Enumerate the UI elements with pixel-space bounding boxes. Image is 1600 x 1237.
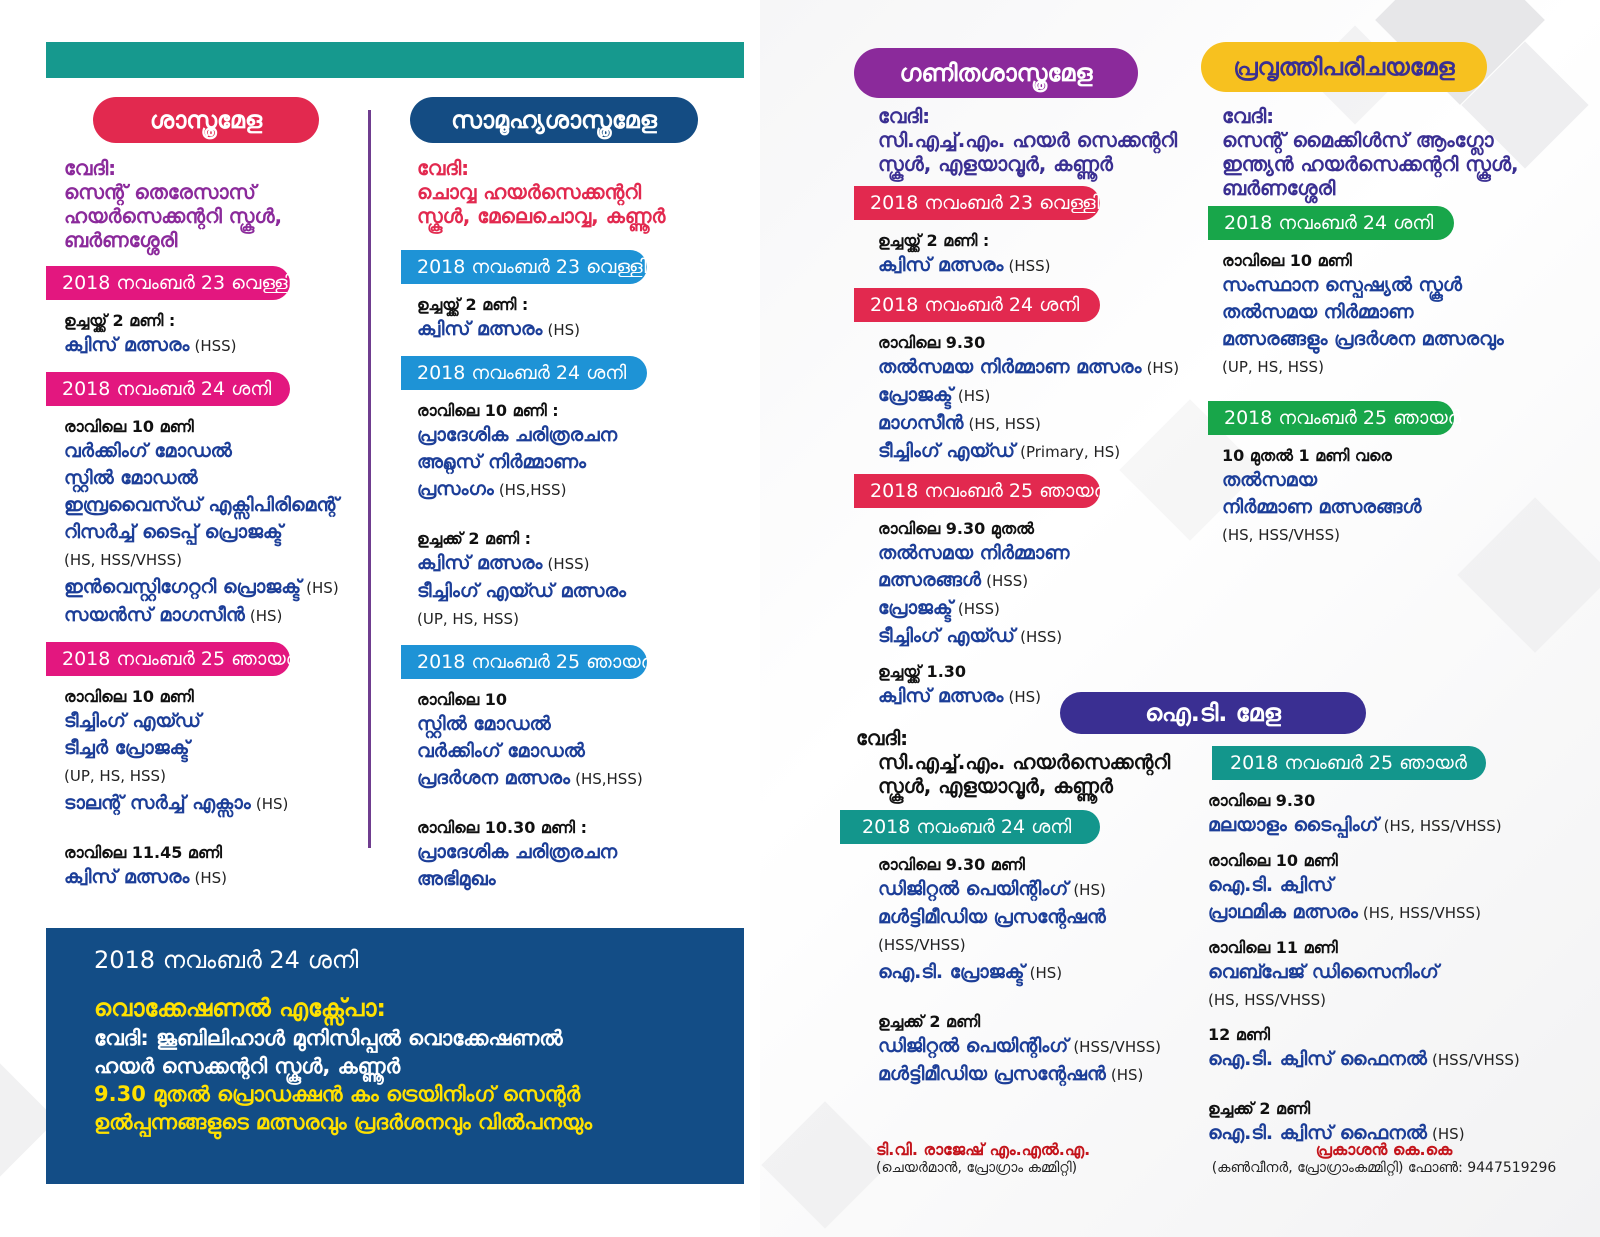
event-level-note: (HS): [255, 795, 289, 813]
event-name: മത്സരങ്ങൾ: [878, 569, 981, 591]
level-row: [64, 546, 364, 574]
event-level-note: (HSS): [986, 572, 1029, 590]
event-row: [1222, 326, 1582, 353]
event-row: [64, 465, 364, 492]
event-level-note: (HSS): [194, 337, 237, 355]
venue-line: സി.എച്ച്.എം. ഹയർസെക്കന്ററി: [878, 750, 1171, 774]
event-level-note: (HS,HSS): [575, 770, 643, 788]
event-row: [417, 839, 747, 866]
event-name: ക്വിസ് മത്സരം: [64, 866, 190, 888]
event-name: പ്രാദേശിക ചരിത്രരചന: [417, 841, 618, 863]
vocational-date: 2018 നവംബർ 24 ശനി: [94, 946, 359, 974]
event-level-note: (HS,HSS): [498, 481, 567, 499]
event-row: [878, 252, 1208, 280]
event-level-note: (HS): [249, 607, 283, 625]
event-level-note: (HS): [194, 869, 227, 887]
event-row: [878, 567, 1208, 595]
event-name: ടീച്ചിംഗ് എയ്ഡ്: [64, 710, 202, 732]
event-row: [417, 578, 747, 605]
venue-label: വേദി:: [878, 104, 931, 128]
event-level-note: (HSS): [1020, 628, 1063, 646]
day-band: 2018 നവംബർ 24 ശനി: [1208, 206, 1454, 240]
level-row: [878, 931, 1206, 959]
event-name: പ്രാദേശിക ചരിത്രരചന: [417, 424, 618, 446]
level-label: (UP, HS, HSS): [64, 767, 166, 785]
event-name: അറ്റ്ലസ് നിർമ്മാണം: [417, 451, 587, 473]
event-row: [878, 1061, 1206, 1089]
venue-line: ബർണശ്ശേരി: [64, 228, 178, 252]
event-name: തൽസമയ: [1222, 469, 1318, 491]
event-name: തൽസമയ നിർമ്മാണ: [1222, 301, 1414, 323]
venue-label: വേദി:: [856, 726, 909, 750]
day-band: 2018 നവംബർ 23 വെള്ളി: [46, 266, 290, 300]
sasthramela-title: ശാസ്ത്രമേള: [93, 97, 319, 143]
day-band: 2018 നവംബർ 24 ശനി: [854, 288, 1100, 322]
event-row: [878, 904, 1206, 931]
event-name: സ്റ്റിൽ മോഡൽ: [64, 467, 198, 489]
event-row: [1208, 959, 1588, 986]
venue-label: വേദി:: [417, 156, 470, 180]
event-row: [64, 332, 364, 360]
level-label: (HSS/VHSS): [878, 936, 966, 954]
event-row: [64, 790, 364, 818]
event-name: ഐ.ടി. ക്വിസ് ഫൈനൽ: [1208, 1122, 1427, 1144]
time-label: 10 മുതൽ 1 മണി വരെ: [1222, 446, 1392, 465]
event-row: [878, 876, 1206, 904]
event-level-note: (HSS/VHSS): [1073, 1038, 1161, 1056]
event-row: [417, 711, 747, 738]
event-row: [64, 708, 364, 735]
it-mela-right-section: [1208, 746, 1588, 1148]
day-band: 2018 നവംബർ 24 ശനി: [401, 356, 647, 390]
vocational-venue-line2: ഹയർ സെക്കന്ററി സ്കൂൾ, കണ്ണൂർ: [94, 1054, 401, 1078]
time-label: ഉച്ചയ്ക്ക് 2 മണി :: [64, 311, 176, 330]
time-label: ഉച്ചക്ക് 2 മണി: [878, 1012, 981, 1031]
event-name: പ്രോജക്ട്: [878, 384, 953, 406]
event-row: [64, 492, 364, 519]
samoohya-section: [417, 156, 747, 893]
event-name: ഡിജിറ്റൽ പെയിന്റിംഗ്: [878, 878, 1069, 900]
event-name: ടീച്ചിംഗ് എയ്ഡ്: [878, 440, 1016, 462]
day-band: 2018 നവംബർ 23 വെള്ളി: [854, 186, 1100, 220]
event-name: ക്വിസ് മത്സരം: [417, 318, 543, 340]
event-level-note: (HS): [1008, 688, 1041, 706]
time-label: രാവിലെ 10 മണി: [64, 417, 194, 436]
event-row: [878, 959, 1206, 987]
day-band: 2018 നവംബർ 25 ഞായർ: [1208, 401, 1454, 435]
event-name: വർക്കിംഗ് മോഡൽ: [64, 440, 232, 462]
level-row: [1222, 521, 1582, 549]
event-level-note: (HS, HSS/VHSS): [1383, 817, 1502, 835]
event-name: വർക്കിംഗ് മോഡൽ: [417, 740, 585, 762]
event-level-note: (HS): [1432, 1125, 1465, 1143]
vocational-title: വൊക്കേഷണൽ എക്സ്പോ:: [94, 994, 386, 1022]
pravruthi-section: [1222, 104, 1582, 549]
decor-diamond: [761, 1101, 888, 1228]
day-band: 2018 നവംബർ 25 ഞായർ: [46, 642, 290, 676]
event-name: ക്വിസ് മത്സരം: [417, 552, 543, 574]
spacer: [417, 793, 747, 807]
it-mela-title: ഐ.ടി. മേള: [1060, 692, 1366, 734]
day-band: 2018 നവംബർ 25 ഞായർ: [1212, 746, 1486, 780]
event-row: [878, 1033, 1206, 1061]
event-name: ഐ.ടി. ക്വിസ് ഫൈനൽ: [1208, 1048, 1427, 1070]
event-row: [878, 438, 1208, 466]
level-label: (HS, HSS/VHSS): [1222, 526, 1341, 544]
time-label: രാവിലെ 10 മണി :: [417, 401, 559, 420]
event-level-note: (HSS/VHSS): [1432, 1051, 1520, 1069]
venue-line: സ്കൂൾ, മേലെചൊവ്വ, കണ്ണൂർ: [417, 204, 666, 228]
event-row: [1208, 812, 1588, 840]
venue-line: സെന്റ് തെരേസാസ്: [64, 180, 256, 204]
level-label: (UP, HS, HSS): [1222, 358, 1324, 376]
event-name: മലയാളം ടൈപ്പിംഗ്: [1208, 814, 1379, 836]
event-row: [878, 354, 1208, 382]
level-row: [1222, 353, 1582, 381]
event-level-note: (HS): [1029, 964, 1063, 982]
event-name: ഐ.ടി. ക്വിസ്: [1208, 874, 1334, 896]
column-divider: [368, 110, 371, 848]
time-label: രാവിലെ 9.30: [1208, 791, 1316, 810]
time-label: രാവിലെ 10 മണി: [1222, 251, 1352, 270]
event-row: [417, 866, 747, 893]
time-label: രാവിലെ 10.30 മണി :: [417, 818, 587, 837]
ganitham-title: ഗണിതശാസ്ത്രമേള: [854, 48, 1138, 98]
event-row: [64, 735, 364, 762]
venue-line: ഇന്ത്യൻ ഹയർസെക്കന്ററി സ്കൂൾ,: [1222, 152, 1519, 176]
event-row: [1208, 1046, 1588, 1074]
venue-line: ചൊവ്വ ഹയർസെക്കന്ററി: [417, 180, 642, 204]
venue-line: സ്കൂൾ, എളയാവൂർ, കണ്ണൂർ: [878, 774, 1113, 798]
time-label: രാവിലെ 9.30 മണി: [878, 855, 1025, 874]
venue-line: സ്കൂൾ, എളയാവൂർ, കണ്ണൂർ: [878, 152, 1113, 176]
event-name: റിസർച്ച് ടൈപ്പ് പ്രൊജക്ട്: [64, 521, 283, 543]
time-label: ഉച്ചക്ക് 2 മണി: [1208, 1099, 1311, 1118]
vocational-line4: ഉൽപ്പന്നങ്ങളുടെ മത്സരവും പ്രദർശനവും വിൽപനയും: [94, 1110, 593, 1134]
level-label: (HS, HSS/VHSS): [64, 551, 183, 569]
venue-line: സി.എച്ച്.എം. ഹയർ സെക്കന്ററി: [878, 128, 1178, 152]
event-level-note: (HSS): [957, 600, 1000, 618]
event-name: മത്സരങ്ങളും പ്രദർശന മത്സരവും: [1222, 328, 1504, 350]
level-label: (UP, HS, HSS): [417, 610, 519, 628]
event-name: മാഗസീൻ: [878, 412, 964, 434]
event-name: പ്രോജക്ട്: [878, 597, 953, 619]
day-band: 2018 നവംബർ 23 വെള്ളി: [401, 250, 647, 284]
venue-line: ഹയർസെക്കന്ററി സ്കൂൾ,: [64, 204, 283, 228]
event-row: [417, 738, 747, 765]
event-name: സയൻസ് മാഗസീൻ: [64, 604, 245, 626]
convener-role: (കൺവീനർ, പ്രോഗ്രാംകമ്മിറ്റി) ഫോൺ: 9447519296: [1211, 1160, 1557, 1176]
time-label: രാവിലെ 11.45 മണി: [64, 843, 223, 862]
time-label: ഉച്ചയ്ക്ക് 2 മണി :: [417, 295, 529, 314]
day-band: 2018 നവംബർ 25 ഞായർ: [854, 474, 1100, 508]
event-name: അഭിമുഖം: [417, 868, 496, 890]
event-name: ക്വിസ് മത്സരം: [878, 685, 1004, 707]
venue-line: ബർണശ്ശേരി: [1222, 176, 1336, 200]
event-row: [64, 574, 364, 602]
event-name: ഡിജിറ്റൽ പെയിന്റിംഗ്: [878, 1035, 1069, 1057]
day-band: 2018 നവംബർ 25 ഞായർ: [401, 645, 647, 679]
convener-name: പ്രകാശൻ കെ.കെ: [1315, 1140, 1453, 1159]
event-level-note: (HS): [1073, 881, 1106, 899]
event-row: [64, 438, 364, 465]
convener-block: [1204, 1140, 1564, 1176]
event-name: വെബ്പേജ് ഡിസൈനിംഗ്: [1208, 961, 1439, 983]
event-name: തൽസമയ നിർമ്മാണ മത്സരം: [878, 356, 1142, 378]
event-name: പ്രസംഗം: [417, 478, 494, 500]
event-name: ടീച്ചിംഗ് എയ്ഡ് മത്സരം: [417, 580, 627, 602]
event-row: [417, 765, 747, 793]
event-row: [1208, 872, 1588, 899]
spacer: [878, 987, 1206, 1001]
event-row: [878, 410, 1208, 438]
event-row: [878, 540, 1208, 567]
event-row: [878, 595, 1208, 623]
event-name: ടീച്ചിംഗ് എയ്ഡ്: [878, 625, 1016, 647]
day-band: 2018 നവംബർ 24 ശനി: [46, 372, 290, 406]
event-level-note: (Primary, HS): [1020, 443, 1121, 461]
top-teal-bar: [46, 42, 744, 78]
spacer: [417, 504, 747, 518]
event-name: പ്രദർശന മത്സരം: [417, 767, 570, 789]
event-row: [417, 422, 747, 449]
time-label: ഉച്ചക്ക് 2 മണി :: [417, 529, 532, 548]
event-level-note: (HS, HSS/VHSS): [1362, 904, 1481, 922]
event-row: [64, 864, 364, 892]
level-label: (HS, HSS/VHSS): [1208, 991, 1327, 1009]
spacer: [64, 818, 364, 832]
event-name: സംസ്ഥാന സ്പെഷ്യൽ സ്കൂൾ: [1222, 274, 1462, 296]
time-label: രാവിലെ 10: [417, 690, 508, 709]
event-level-note: (HS, HSS): [968, 415, 1041, 433]
time-label: ഉച്ചയ്ക്ക് 2 മണി :: [878, 231, 990, 250]
time-label: രാവിലെ 10 മണി: [64, 687, 194, 706]
event-name: ക്വിസ് മത്സരം: [878, 254, 1004, 276]
level-row: [1208, 986, 1588, 1014]
event-row: [1222, 467, 1582, 494]
event-row: [64, 519, 364, 546]
level-row: [417, 605, 747, 633]
chairman-role: (ചെയർമാൻ, പ്രോഗ്രാം കമ്മിറ്റി): [876, 1160, 1078, 1176]
level-row: [64, 762, 364, 790]
event-row: [417, 550, 747, 578]
event-row: [417, 316, 747, 344]
samoohya-title: സാമൂഹ്യശാസ്ത്രമേള: [410, 97, 698, 143]
ganitham-section: [870, 104, 1208, 711]
sasthramela-section: [64, 156, 364, 892]
event-level-note: (HS): [1110, 1066, 1144, 1084]
vocational-expo-box: [46, 928, 744, 1184]
event-name: തൽസമയ നിർമ്മാണ: [878, 542, 1070, 564]
event-row: [1222, 272, 1582, 299]
event-row: [417, 476, 747, 504]
time-label: രാവിലെ 9.30 മുതൽ: [878, 519, 1034, 538]
vocational-line3: 9.30 മുതൽ പ്രൊഡക്ഷൻ കം ട്രെയിനിംഗ് സെന്റർ: [94, 1082, 581, 1106]
time-label: രാവിലെ 11 മണി: [1208, 938, 1338, 957]
event-name: ഇൻവെസ്റ്റിഗേറ്ററി പ്രൊജക്ട്: [64, 576, 302, 598]
venue-line: സെന്റ് മൈക്കിൾസ് ആംഗ്ലോ: [1222, 128, 1494, 152]
spacer: [1208, 1074, 1588, 1088]
it-left-items: [856, 854, 1206, 1089]
event-name: പ്രാഥമിക മത്സരം: [1208, 901, 1358, 923]
event-name: ഇമ്പ്രവൈസ്ഡ് എക്സിപിരിമെന്റ്: [64, 494, 339, 516]
venue-label: വേദി:: [1222, 104, 1275, 128]
event-name: ടാലന്റ് സർച്ച് എക്സാം: [64, 792, 251, 814]
time-label: രാവിലെ 9.30: [878, 333, 986, 352]
time-label: രാവിലെ 10 മണി: [1208, 851, 1338, 870]
vocational-venue-line1: വേദി: ജൂബിലിഹാൾ മുനിസിപ്പൽ വൊക്കേഷണൽ: [94, 1026, 563, 1050]
event-row: [417, 449, 747, 476]
event-row: [878, 382, 1208, 410]
event-level-note: (HS): [1146, 359, 1180, 377]
it-mela-left-section: [856, 726, 1206, 1089]
event-name: മൾട്ടിമീഡിയ പ്രസന്റേഷൻ: [878, 1063, 1106, 1085]
event-level-note: (HSS): [547, 555, 590, 573]
event-name: സ്റ്റിൽ മോഡൽ: [417, 713, 551, 735]
event-row: [878, 623, 1208, 651]
day-band: 2018 നവംബർ 24 ശനി: [840, 810, 1100, 844]
venue-label: വേദി:: [64, 156, 117, 180]
event-row: [1222, 494, 1582, 521]
event-level-note: (HS): [957, 387, 991, 405]
event-row: [64, 602, 364, 630]
pravruthi-title: പ്രവൃത്തിപരിചയമേള: [1201, 42, 1487, 92]
event-name: ടീച്ചർ പ്രോജക്ട്: [64, 737, 190, 759]
event-name: നിർമ്മാണ മത്സരങ്ങൾ: [1222, 496, 1422, 518]
event-level-note: (HSS): [1008, 257, 1051, 275]
event-level-note: (HS): [547, 321, 580, 339]
event-name: മൾട്ടിമീഡിയ പ്രസന്റേഷൻ: [878, 906, 1106, 928]
event-level-note: (HS): [306, 579, 339, 597]
time-label: ഉച്ചയ്ക്ക് 1.30: [878, 662, 967, 681]
chairman-block: [876, 1140, 1090, 1176]
event-name: ഐ.ടി. പ്രോജക്ട്: [878, 961, 1025, 983]
event-name: ക്വിസ് മത്സരം: [64, 334, 190, 356]
event-row: [1208, 899, 1588, 927]
chairman-name: ടി.വി. രാജേഷ് എം.എൽ.എ.: [876, 1140, 1091, 1159]
event-row: [1222, 299, 1582, 326]
time-label: 12 മണി: [1208, 1025, 1270, 1044]
